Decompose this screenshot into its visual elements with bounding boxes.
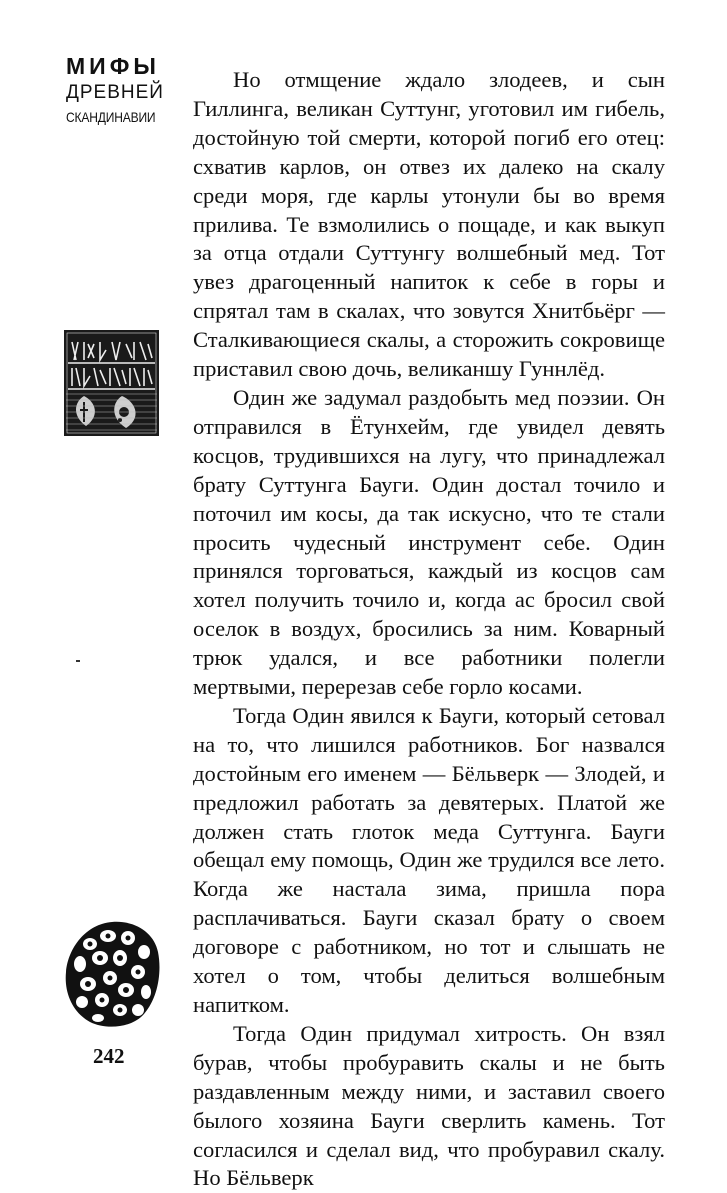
paragraph: Один же задумал раздобыть мед поэзии. Он отправился в Ётунхейм, где увидел девять косцов, трудившихся на лугу, что принадлежал брату Суттунга Бауги. Один достал точило и поточил им косы, да так искусно, что те стали просить чудесный инструмент себе. Один принялся торговаться, каждый из косцов сам хотел получить точило и, когда ас бросил свой оселок в воздух, бросились за ним. Коварный трюк удался, и все работники полегли мертвыми, перерезав себе горло косами. bbox=[193, 384, 665, 700]
series-title-line1: МИФЫ bbox=[66, 53, 160, 79]
series-title-line3: СКАНДИНАВИИ bbox=[66, 109, 156, 125]
body-text bbox=[193, 66, 665, 1193]
series-title-line2: ДРЕВНЕЙ bbox=[66, 82, 164, 103]
page-number: 242 bbox=[93, 1044, 125, 1068]
paragraph: Тогда Один явился к Бауги, который сетовал на то, что лишился работников. Бог назвался достойным его именем — Бёльверк — Злодей, и предложил работать за девятерых. Платой же должен стать глоток меда Суттунга. Бауги обещал ему помощь, Один же трудился все лето. Когда же настала зима, пришла пора расплачиваться. Бауги сказал брату о своем договоре с работником, но тот и слышать не хотел о том, чтобы делиться волшебным напитком. bbox=[193, 702, 665, 1017]
series-title bbox=[66, 52, 196, 128]
paragraph: Но отмщение ждало злодеев, и сын Гиллинга, великан Суттунг, уготовил им гибель, достойную той смерти, которой погиб его отец: схватив карлов, он отвез их далеко на скалу среди моря, где карлы утонули бы во время прилива. Те взмолились о пощаде, и как выкуп за отца отдали Суттунгу волшебный мед. Тот увез драгоценный напиток к себе в горы и спрятал там в скалах, что зовутся Хнитбьёрг — Сталкивающиеся скалы, а сторожить сокровище приставил свою дочь, великаншу Гуннлёд. bbox=[193, 67, 665, 382]
page-margin-sidebar bbox=[0, 0, 190, 1133]
margin-dash-mark bbox=[76, 660, 80, 662]
paragraph: Тогда Один придумал хитрость. Он взял бурав, чтобы пробуравить скалы и не быть раздавленным между ними, и заставил своего былого хозяина Бауги сверлить камень. Тот согласился и сделал вид, что пробуравил скалу. Но Бёльверк bbox=[193, 1020, 665, 1191]
knotwork-illustration bbox=[62, 918, 162, 1030]
rune-panel-illustration bbox=[64, 330, 159, 436]
